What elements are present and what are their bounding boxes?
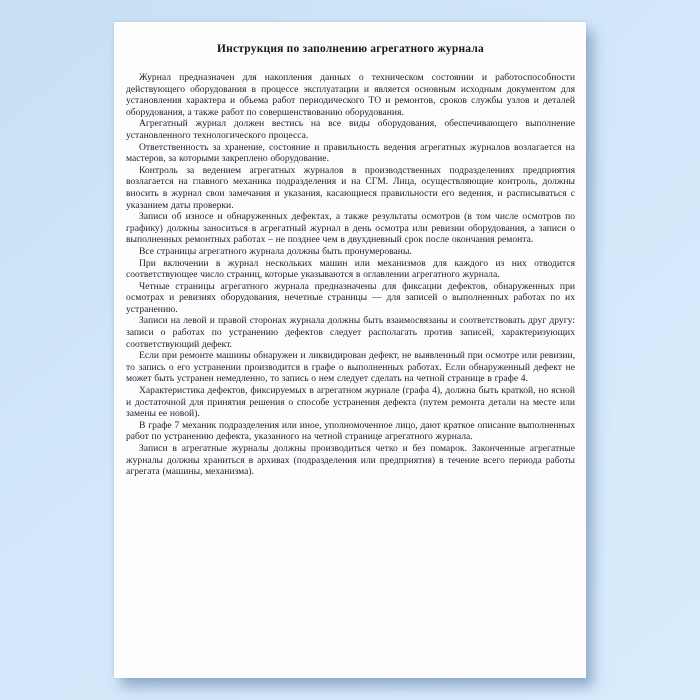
paragraph: При включении в журнал нескольких машин или механизмов для каждого из них отводится соответствующее число страниц, которые указываются в оглавлении агрегатного журнала. — [126, 257, 575, 281]
paragraph: Записи в агрегатные журналы должны производиться четко и без помарок. Законченные агрегатные журналы должны храниться в архивах (подразделения или предприятия) в течение всего периода работы агрегата (машины, механизма). — [126, 443, 575, 478]
paragraph: Записи на левой и правой сторонах журнала должны быть взаимосвязаны и соответствовать друг другу: записи о работах по устранению дефектов следует располагать против записей, характеризующих соответствующий дефект. — [126, 315, 575, 350]
paragraph: Агрегатный журнал должен вестись на все виды оборудования, обеспечивающего выполнение установленного технологического процесса. — [126, 118, 575, 141]
document-body — [126, 72, 575, 478]
paragraph: В графе 7 механик подразделения или иное, уполномоченное лицо, дают краткое описание выполненных работ по устранению дефекта, указанного на четной странице агрегатного журнала. — [126, 419, 575, 443]
paragraph: Характеристика дефектов, фиксируемых в агрегатном журнале (графа 4), должна быть краткой, но ясной и достаточной для принятия решения о способе устранения дефекта (путем ремонта детали на месте или замены ее новой). — [126, 385, 575, 420]
paragraph: Записи об износе и обнаруженных дефектах, а также результаты осмотров (в том числе осмотров по графику) должны заноситься в агрегатный журнал в день осмотра или ревизии оборудования, а записи о выполненных ремонтных работах – не позднее чем в двухдневный срок после окончания ремонта. — [126, 211, 575, 246]
paragraph: Четные страницы агрегатного журнала предназначены для фиксации дефектов, обнаруженных при осмотрах и ревизиях оборудования, нечетные страницы — для записей о выполненных работах по их устранению. — [126, 280, 575, 315]
document-page — [114, 22, 586, 678]
paragraph: Если при ремонте машины обнаружен и ликвидирован дефект, не выявленный при осмотре или ревизии, то запись о его устранении производится в графе о выполненных работах. Если обнаруженный дефект не может быть устранен немедленно, то запись о нем следует сделать на четной странице в графе 4. — [126, 350, 575, 385]
document-title: Инструкция по заполнению агрегатного журнала — [217, 43, 484, 55]
paragraph: Все страницы агрегатного журнала должны быть пронумерованы. — [139, 245, 412, 257]
paragraph: Журнал предназначен для накопления данных о техническом состоянии и работоспособности действующего оборудования в процессе эксплуатации и является основным исходным документом для установления характера и объема работ периодического ТО и ремонтов, сроков службы узлов и деталей оборудования, а также работ по совершенствованию оборудования. — [126, 72, 575, 118]
paragraph: Ответственность за хранение, состояние и правильность ведения агрегатных журналов возлагается на мастеров, за которыми закреплено оборудование. — [126, 141, 575, 165]
paragraph: Контроль за ведением агрегатных журналов в производственных подразделениях предприятия возлагается на главного механика подразделения и на СГМ. Лица, осуществляющие контроль, должны вносить в журнал свои замечания и указания, касающиеся правильности его ведения, и расписываться с указанием даты проверки. — [126, 164, 575, 211]
